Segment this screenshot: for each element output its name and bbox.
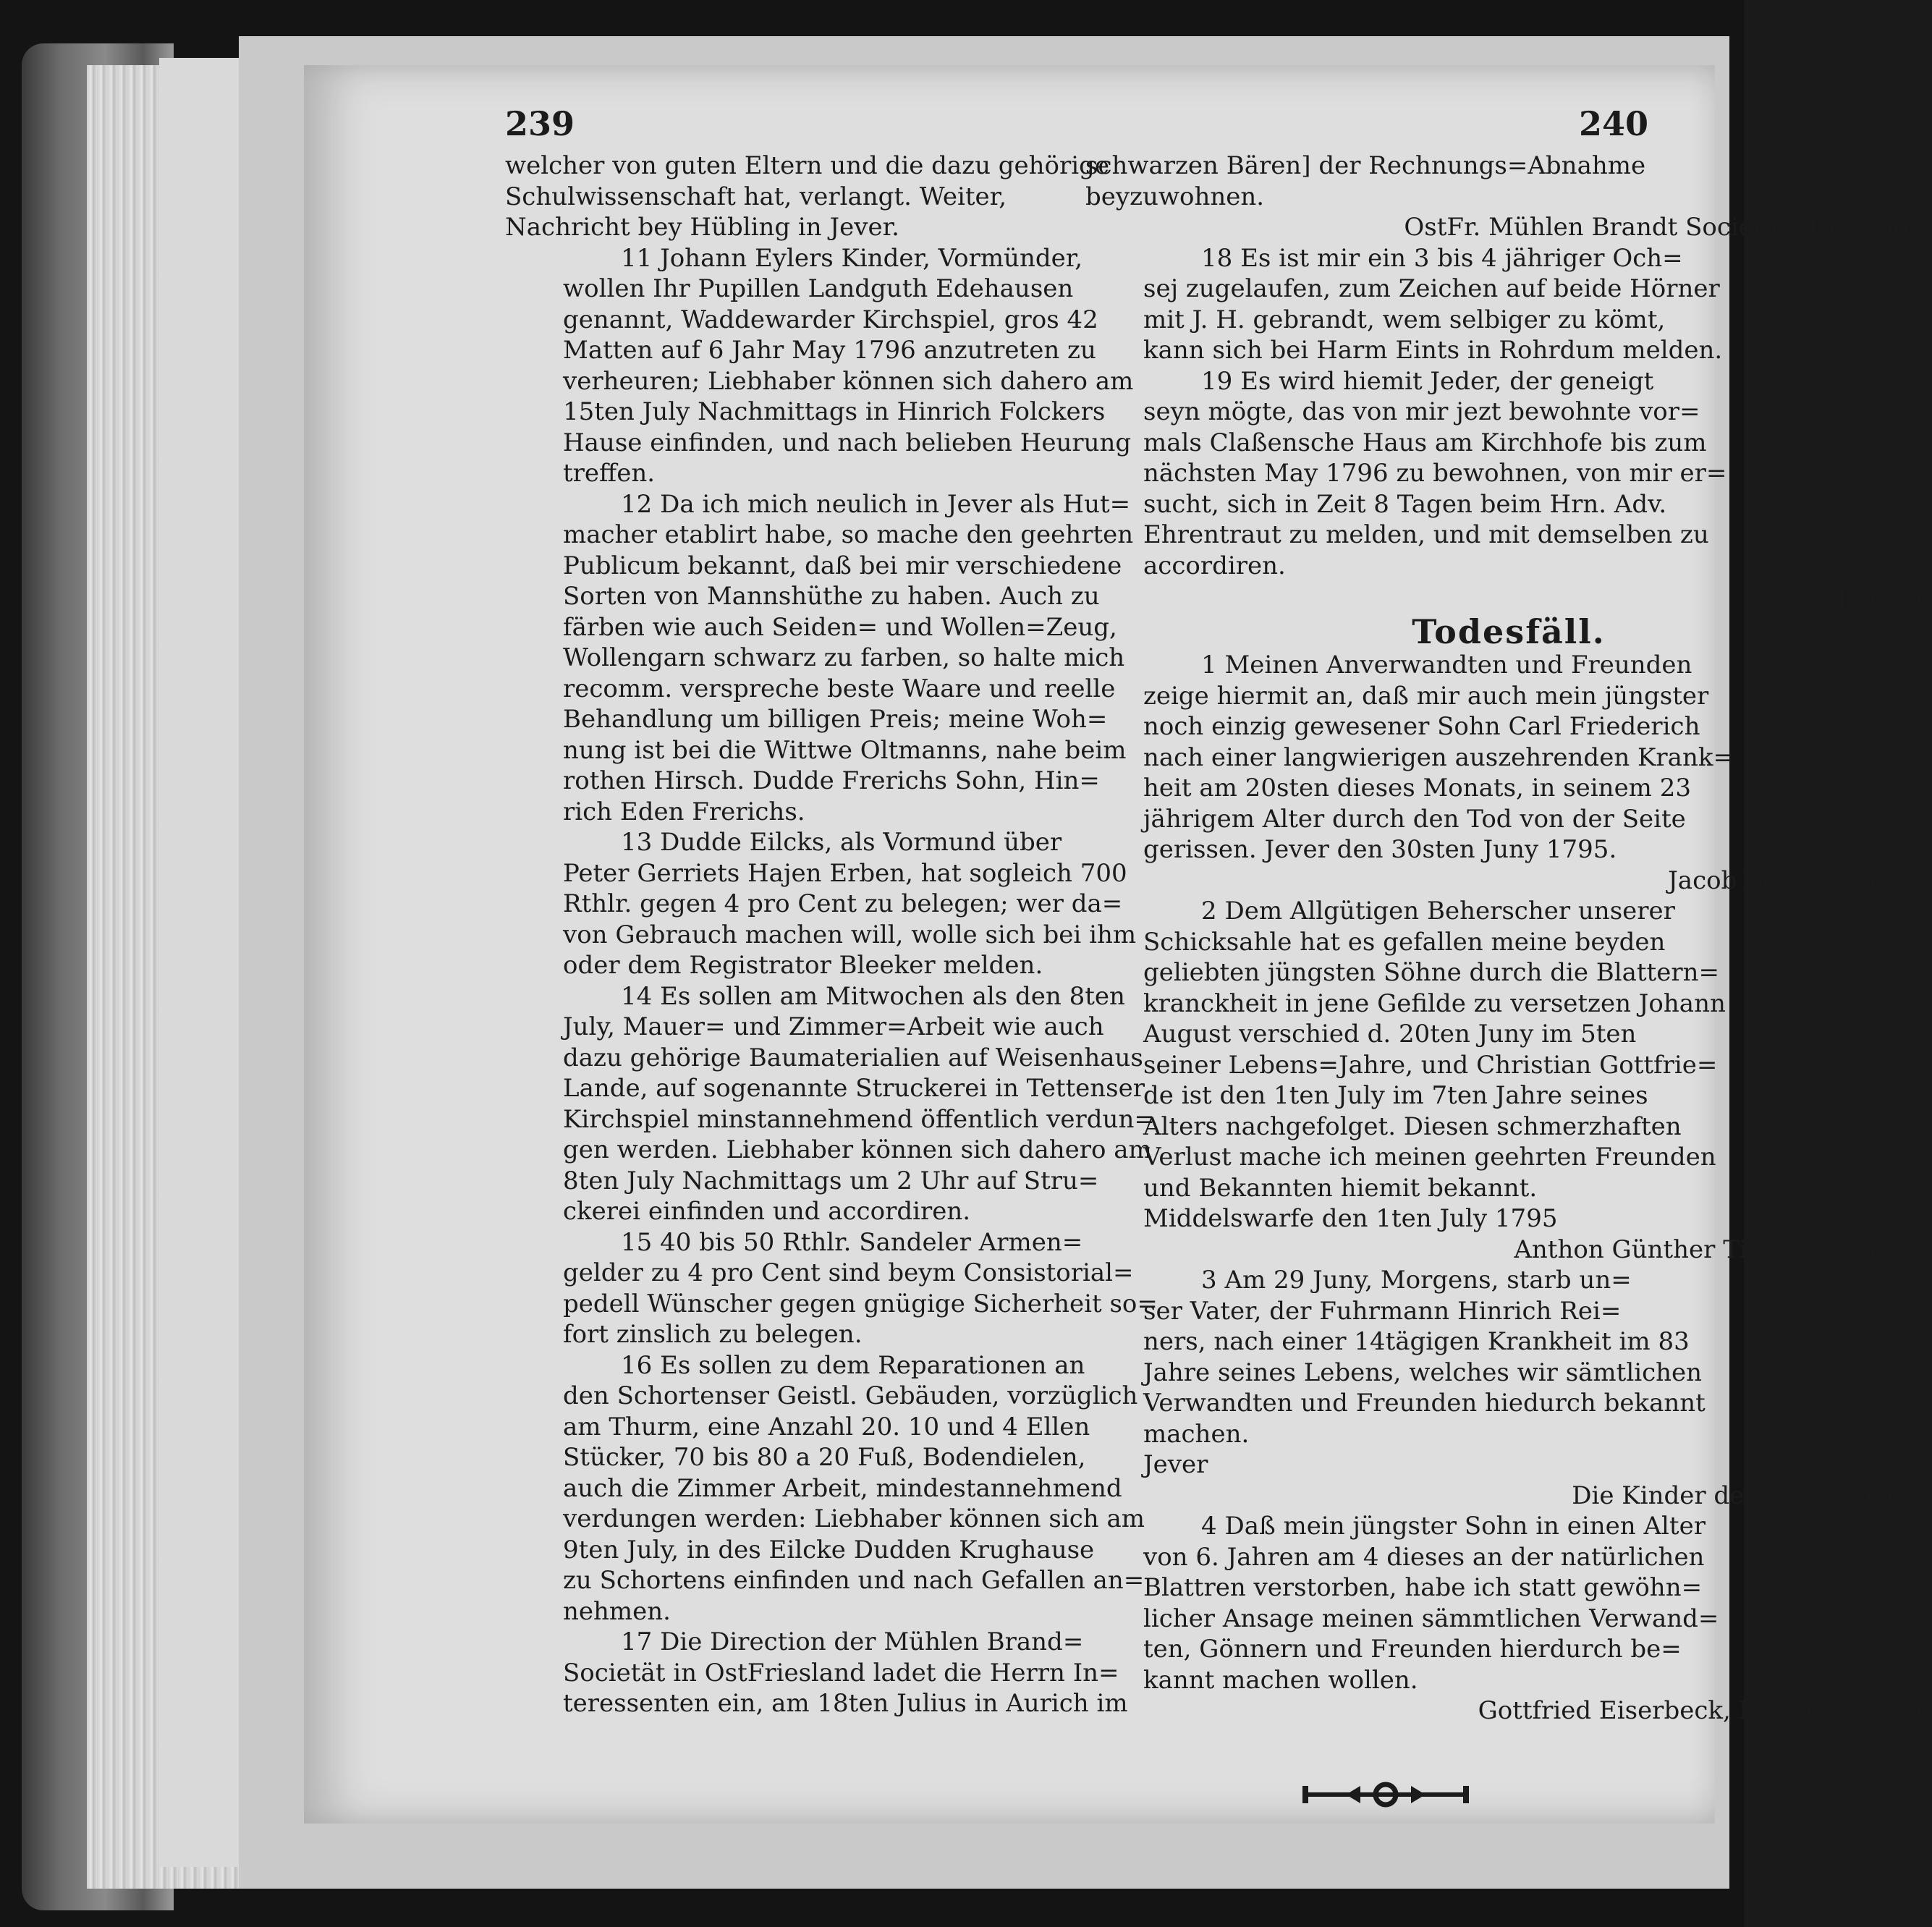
text-line: de ist den 1ten July im 7ten Jahre seines [1143, 1081, 1648, 1110]
signature: Anthon Günther Tiemens Wittwe. [1514, 1234, 1932, 1264]
text-line: Blattren verstorben, habe ich statt gewöhn= [1143, 1573, 1703, 1602]
text-line: gelder zu 4 pro Cent sind beym Consistorial= [563, 1258, 1134, 1287]
text-line: licher Ansage meinen sämmtlichen Verwand= [1143, 1604, 1719, 1633]
text-line: 12 Da ich mich neulich in Jever als Hut= [621, 489, 1131, 519]
text-line: geliebten jüngsten Söhne durch die Blattern= [1143, 958, 1719, 987]
text-line: rothen Hirsch. Dudde Frerichs Sohn, Hin= [563, 766, 1100, 795]
text-line: schwarzen Bären] der Rechnungs=Abnahme [1085, 151, 1646, 180]
text-line: Schicksahle hat es gefallen meine beyden [1143, 927, 1666, 957]
text-line: 19 Es wird hiemit Jeder, der geneigt [1201, 366, 1654, 396]
text-line: mals Claßensche Haus am Kirchhofe bis zum [1143, 428, 1707, 457]
text-line: nehmen. [563, 1596, 671, 1626]
text-line: zu Schortens einfinden und nach Gefallen an= [563, 1566, 1145, 1595]
text-line: verdungen werden: Liebhaber können sich am [563, 1504, 1145, 1533]
text-line: 8ten July Nachmittags um 2 Uhr auf Stru= [563, 1166, 1099, 1195]
text-line: machen. [1143, 1419, 1250, 1449]
text-line: Ehrentraut zu melden, und mit demselben zu [1143, 520, 1709, 549]
text-line: welcher von guten Eltern und die dazu gehörige [505, 151, 1110, 180]
paragraph-t3 [1085, 1265, 1932, 1511]
text-line: oder dem Registrator Bleeker melden. [563, 951, 1043, 980]
page-number-right: 240 [1579, 104, 1649, 143]
text-line: Matten auf 6 Jahr May 1796 anzutreten zu [563, 336, 1096, 365]
text-line: gerissen. Jever den 30sten Juny 1795. [1143, 835, 1617, 864]
text-line: nung ist bei die Wittwe Oltmanns, nahe beim [563, 735, 1127, 765]
text-line: jährigem Alter durch den Tod von der Seite [1143, 804, 1686, 834]
text-line: zeige hiermit an, daß mir auch mein jüngster [1143, 681, 1709, 711]
paragraph-t2 [1085, 896, 1932, 1265]
text-line: mit J. H. gebrandt, wem selbiger zu kömt, [1143, 305, 1666, 334]
text-line: genannt, Waddewarder Kirchspiel, gros 42 [563, 305, 1098, 334]
text-line: 9ten July, in des Eilcke Dudden Krughause [563, 1535, 1095, 1564]
text-line: Nachricht bey Hübling in Jever. [505, 213, 899, 242]
page-number-left: 239 [505, 104, 575, 143]
text-line: Lande, auf sogenannte Struckerei in Tettenser [563, 1074, 1145, 1103]
text-line: 3 Am 29 Juny, Morgens, starb un= [1201, 1266, 1632, 1295]
text-line: Kirchspiel minstannehmend öffentlich verdun= [563, 1104, 1155, 1134]
text-line: am Thurm, eine Anzahl 20. 10 und 4 Ellen [563, 1412, 1090, 1441]
text-line: Societät in OstFriesland ladet die Herrn In= [563, 1658, 1119, 1687]
text-line: wollen Ihr Pupillen Landguth Edehausen [563, 274, 1074, 303]
text-line: Sorten von Mannshüthe zu haben. Auch zu [563, 582, 1100, 611]
text-line: und Bekannten hiemit bekannt. [1143, 1173, 1538, 1203]
text-line: Jahre seines Lebens, welches wir sämtlichen [1143, 1358, 1703, 1387]
text-line: teressenten ein, am 18ten Julius in Aurich im [563, 1689, 1128, 1718]
closing-ornament [1302, 1780, 1469, 1809]
text-line: Publicum bekannt, daß bei mir verschiedene [563, 551, 1122, 580]
text-line: Peter Gerriets Hajen Erben, hat sogleich 700 [563, 858, 1127, 888]
text-line: ser Vater, der Fuhrmann Hinrich Rei= [1143, 1296, 1622, 1326]
text-line: Rthlr. gegen 4 pro Cent zu belegen; wer da= [563, 889, 1123, 918]
text-line: kranckheit in jene Gefilde zu versetzen Johann [1143, 988, 1726, 1018]
text-line: Hause einfinden, und nach belieben Heurung [563, 428, 1132, 457]
text-line: verheuren; Liebhaber können sich dahero am [563, 366, 1134, 396]
text-line: Alters nachgefolget. Diesen schmerzhaften [1143, 1111, 1682, 1141]
text-line: 4 Daß mein jüngster Sohn in einen Alter [1201, 1512, 1706, 1541]
text-line: sucht, sich in Zeit 8 Tagen beim Hrn. Adv. [1143, 489, 1667, 519]
text-line: 15 40 bis 50 Rthlr. Sandeler Armen= [621, 1227, 1083, 1257]
text-line: Stücker, 70 bis 80 a 20 Fuß, Bodendielen, [563, 1443, 1086, 1472]
text-line: 11 Johann Eylers Kinder, Vormünder, [621, 243, 1083, 273]
signature: Die Kinder des Verstorbenen [1572, 1481, 1932, 1510]
signature: Jaumar. [1836, 582, 1932, 611]
text-line: 15ten July Nachmittags in Hinrich Folckers [563, 397, 1106, 426]
text-line: July, Mauer= und Zimmer=Arbeit wie auch [563, 1012, 1104, 1041]
text-line: dazu gehörige Baumaterialien auf Weisenhaus [563, 1043, 1143, 1072]
text-line: 16 Es sollen zu dem Reparationen an [621, 1350, 1085, 1380]
paragraph-t4 [1085, 1511, 1932, 1727]
text-line: sej zugelaufen, zum Zeichen auf beide Hörner [1143, 274, 1720, 303]
text-line: Verwandten und Freunden hiedurch bekannt [1143, 1389, 1706, 1418]
text-line: 1 Meinen Anverwandten und Freunden [1201, 651, 1692, 679]
text-line: nächsten May 1796 zu bewohnen, von mir er= [1143, 459, 1727, 488]
text-line: auch die Zimmer Arbeit, mindestannehmend [563, 1473, 1122, 1503]
place-line: Jever [1143, 1450, 1208, 1479]
text-line: 14 Es sollen am Mitwochen als den 8ten [621, 981, 1125, 1011]
text-line: färben wie auch Seiden= und Wollen=Zeug, [563, 612, 1117, 642]
text-line: Behandlung um billigen Preis; meine Woh= [563, 705, 1108, 734]
text-line: von Gebrauch machen will, wolle sich bei ihm [563, 920, 1137, 949]
text-line: 13 Dudde Eilcks, als Vormund über [621, 828, 1062, 857]
paragraph-r19 [1085, 366, 1932, 612]
text-line: heit am 20sten dieses Monats, in seinem 23 [1143, 774, 1691, 802]
text-line: rich Eden Frerichs. [563, 797, 805, 826]
text-line: Middelswarfe den 1ten July 1795 [1143, 1204, 1558, 1233]
text-line: Verlust mache ich meinen geehrten Freunden [1143, 1143, 1716, 1172]
paragraph-r17c [1085, 151, 1932, 243]
document-page [304, 65, 1932, 1824]
text-line: treffen. [563, 459, 656, 488]
text-line: nach einer langwierigen auszehrenden Krank= [1143, 742, 1734, 772]
signature: OstFr. Mühlen Brandt Societäts Direction. [1404, 213, 1932, 242]
text-line: pedell Wünscher gegen gnügige Sicherheit so= [563, 1289, 1158, 1318]
text-line: kann sich bei Harm Eints in Rohrdum melden. [1143, 336, 1723, 365]
text-line: noch einzig gewesener Sohn Carl Friederich [1143, 712, 1700, 741]
text-line: ckerei einfinden und accordiren. [563, 1197, 971, 1226]
text-line: beyzuwohnen. [1085, 182, 1265, 211]
text-line: Schulwissenschaft hat, verlangt. Weiter, [505, 182, 1007, 211]
section-heading: Todesfäll. [1412, 611, 1606, 651]
text-line: kannt machen wollen. [1143, 1665, 1418, 1695]
text-line: gen werden. Liebhaber können sich dahero am [563, 1135, 1152, 1164]
paragraph-t1 [1085, 650, 1932, 896]
text-line: seyn mögte, das von mir jezt bewohnte vor= [1143, 397, 1700, 426]
paragraph-r18 [1085, 243, 1932, 366]
text-line: 2 Dem Allgütigen Beherscher unserer [1201, 897, 1675, 926]
signature: Gottfried Eiserbeck, Maurermeister. [1478, 1696, 1932, 1725]
text-line: macher etablirt habe, so mache den geehrten [563, 520, 1134, 549]
text-line: 17 Die Direction der Mühlen Brand= [621, 1627, 1084, 1656]
text-line: recomm. verspreche beste Waare und reelle [563, 674, 1116, 703]
text-line: August verschied d. 20ten Juny im 5ten [1143, 1020, 1637, 1049]
text-line: von 6. Jahren am 4 dieses an der natürlichen [1143, 1542, 1705, 1572]
text-line: seiner Lebens=Jahre, und Christian Gottfrie= [1143, 1050, 1718, 1080]
text-line: ten, Gönnern und Freunden hierdurch be= [1143, 1635, 1682, 1664]
signature: Jacob Beisen Wittwe. [1668, 865, 1932, 895]
text-line: 18 Es ist mir ein 3 bis 4 jähriger Och= [1201, 243, 1683, 273]
text-line: Wollengarn schwarz zu farben, so halte mich [563, 643, 1125, 672]
text-line: fort zinslich zu belegen. [563, 1320, 863, 1349]
text-line: den Schortenser Geistl. Gebäuden, vorzüglich [563, 1381, 1138, 1410]
text-line: accordiren. [1143, 551, 1286, 580]
right-column [1085, 151, 1932, 1727]
text-line: ners, nach einer 14tägigen Krankheit im 83 [1143, 1327, 1690, 1356]
